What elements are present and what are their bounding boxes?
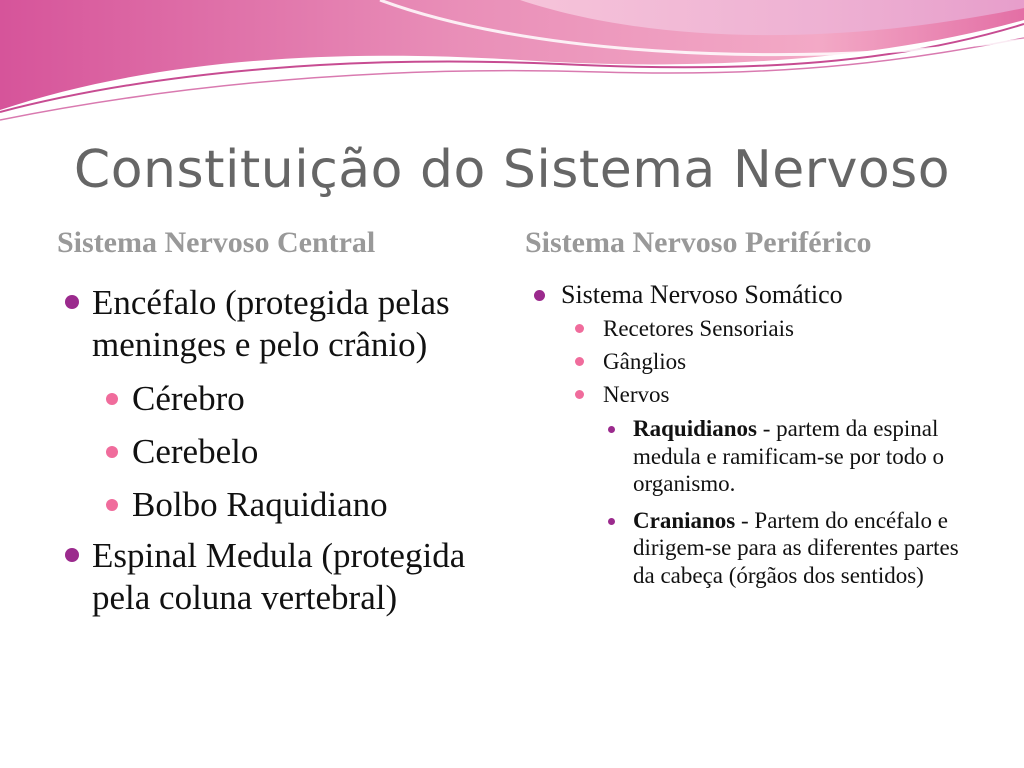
bullet-icon (575, 357, 584, 366)
bullet-icon (106, 499, 118, 511)
bullet-icon (575, 324, 584, 333)
list-item-cerebro (104, 372, 502, 425)
list-item-cranianos (605, 507, 963, 590)
item-text: Sistema Nervoso Somático (561, 280, 843, 309)
list-item-cerebelo (104, 425, 502, 478)
bullet-icon (106, 446, 118, 458)
list-item-somatico (530, 280, 970, 310)
central-nervous-system-list (62, 282, 502, 619)
list-item-bolbo-raquidiano (104, 478, 502, 531)
list-item-recetores (573, 312, 970, 345)
item-text: Nervos (603, 382, 670, 407)
item-term: Raquidianos (633, 416, 758, 441)
list-item-ganglios (573, 345, 970, 378)
item-text: Espinal Medula (protegida pela coluna vertebral) (92, 536, 466, 617)
bullet-icon (575, 390, 584, 399)
item-text: Encéfalo (protegida pelas meninges e pelo crânio) (92, 283, 450, 364)
bullet-icon (608, 426, 615, 433)
item-text: Cérebro (132, 379, 245, 418)
header-wave-decoration (0, 0, 1024, 130)
central-nervous-system-heading: Sistema Nervoso Central (57, 226, 376, 259)
peripheral-nervous-system-heading: Sistema Nervoso Periférico (525, 226, 872, 259)
bullet-icon (534, 290, 545, 301)
list-item-nervos (573, 378, 970, 411)
item-text: Gânglios (603, 349, 687, 374)
item-term: Cranianos (633, 507, 736, 533)
list-item-raquidianos (605, 415, 963, 498)
bullet-icon (106, 393, 118, 405)
bullet-icon (65, 295, 79, 309)
item-text: Recetores Sensoriais (603, 316, 794, 341)
slide-title: Constituição do Sistema Nervoso (73, 140, 951, 200)
peripheral-nervous-system-list (530, 280, 970, 589)
item-text: Cerebelo (132, 432, 259, 471)
bullet-icon (65, 548, 79, 562)
item-text: - Partem do encéfalo e dirigem-se para as diferentes partes da cabeça (órgãos dos sentidos) (633, 507, 959, 588)
list-item-espinal-medula (62, 535, 502, 619)
item-text: - partem da espinal medula e ramificam-se por todo o organismo. (633, 416, 945, 496)
item-text: Bolbo Raquidiano (132, 485, 388, 524)
bullet-icon (608, 518, 615, 525)
list-item-encefalo (62, 282, 502, 366)
